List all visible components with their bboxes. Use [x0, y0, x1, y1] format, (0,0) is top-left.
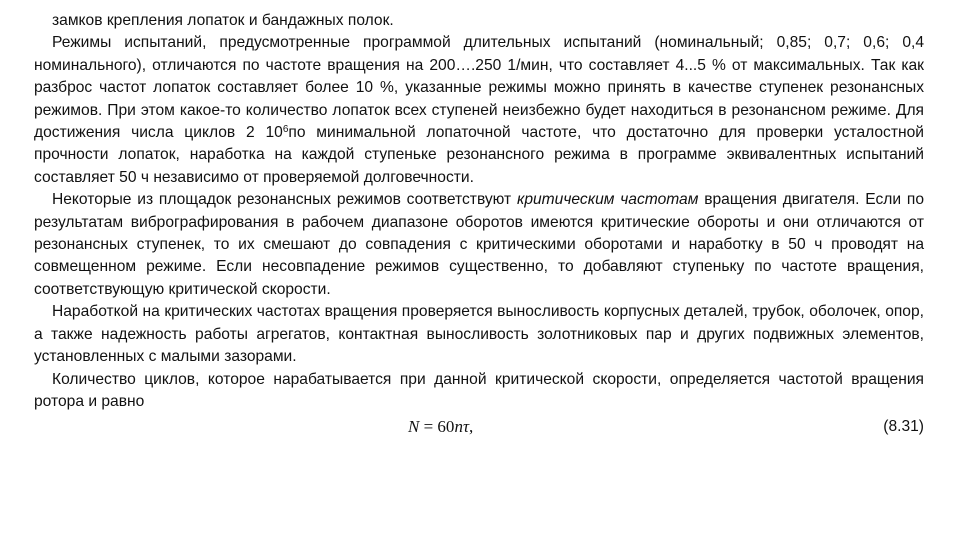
equation-number: (8.31)	[883, 418, 924, 436]
italic-term: критическим частотам	[516, 191, 699, 209]
formula-punctuation: ,	[469, 417, 474, 437]
formula	[408, 415, 473, 439]
paragraph-cycle-count	[34, 369, 924, 414]
superscript-exponent: 6	[282, 124, 289, 136]
formula-row	[34, 415, 924, 441]
formula-operator: = 60	[419, 417, 455, 437]
paragraph-text: Некоторые из площадок резонансных режимов соответствуют	[52, 191, 517, 209]
paragraph-text: замков крепления лопаток и бандажных полок.	[52, 12, 394, 29]
paragraph-text: Наработкой на критических частотах вращения проверяется выносливость корпусных деталей, трубок, оболочек, опор, а также надежность работы агрегатов, контактная выносливость золотниковых пар и других подвижных элементов, установленных с малыми зазорами.	[34, 303, 924, 366]
paragraph-text: Количество циклов, которое нарабатывается при данной критической скорости, определяется частотой вращения ротора и равно	[34, 370, 924, 410]
paragraph-text: по минимальной лопаточной частоте, что достаточно для проверки усталостной прочности лопаток, наработка на каждой ступеньке резонансного режима в программе эквивалентных испытаний составляет 50 ч независимо от проверяемой долговечности.	[34, 124, 924, 186]
formula-variable: nτ	[454, 417, 470, 437]
paragraph-endurance	[34, 301, 924, 368]
paragraph-text: вращения двигателя. Если по результатам вибрографирования в рабочем диапазоне оборотов имеются критические обороты и они отличаются от резонансных ступенек, то их смешают до совпадения с критическими оборотами и наработку в 50 ч проводят на совмещенном режиме. Если несовпадение режимов существенно, то добавляют ступеньку по частоте вращения, соответствующую критической скорости.	[34, 191, 924, 298]
formula-variable: N	[408, 417, 420, 437]
paragraph-text: Режимы испытаний, предусмотренные программой длительных испытаний (номинальный; 0,85; 0,7; 0,6; 0,4 номинального), отличаются по частоте вращения на 200….250 1/мин, что составляет 4...5 % от максимальных. Так как разброс частот лопаток составляет более 10 %, указанные режимы можно принять в качестве ступенек резонансных режимов. При этом какое-то количество лопаток всех ступеней неизбежно будет находиться в резонансном режиме. Для достижения числа циклов 2 10	[34, 34, 924, 142]
paragraph-critical-frequencies	[34, 189, 924, 301]
paragraph-continuation	[34, 10, 924, 32]
document-body	[34, 10, 924, 441]
paragraph-test-modes	[34, 32, 924, 189]
